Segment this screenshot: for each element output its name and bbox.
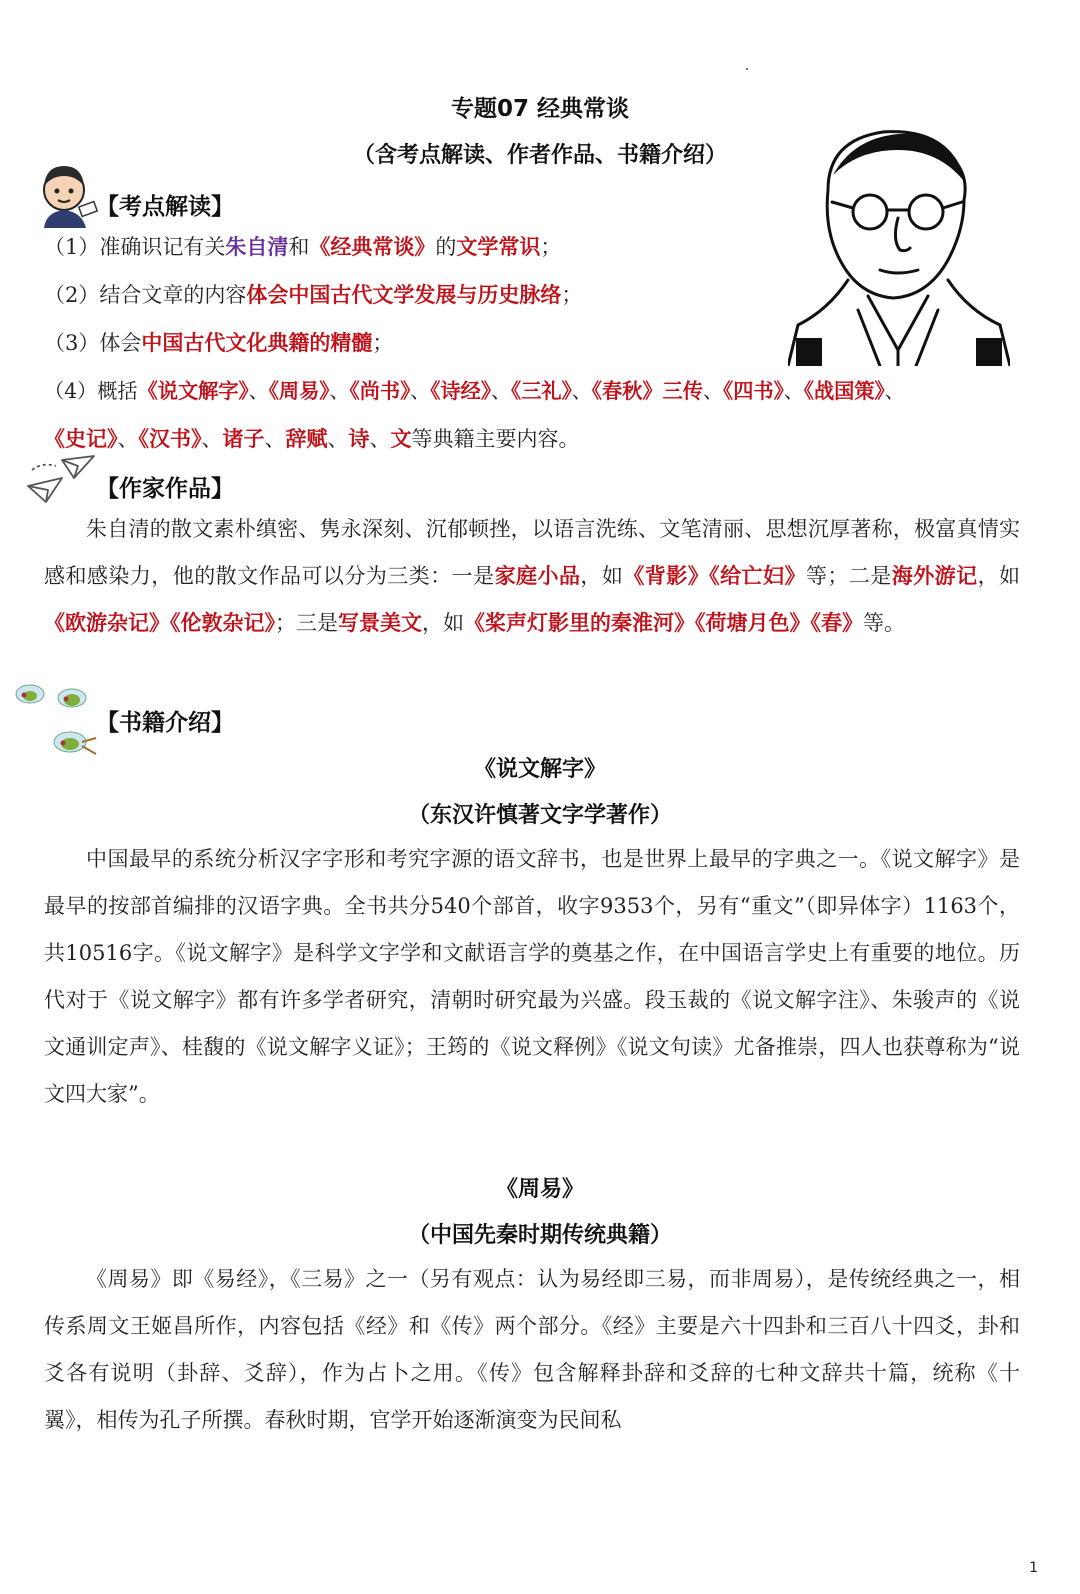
text-run: 、 <box>702 379 724 403</box>
highlight-red: 《周易》 <box>268 379 330 403</box>
kaodian-line-2 <box>44 280 582 310</box>
page-number: 1 <box>1029 1560 1038 1576</box>
kaodian-line-1 <box>44 232 561 262</box>
zuojia-paragraph <box>44 506 1020 647</box>
section-heading-kaodian: 【考点解读】 <box>96 194 234 220</box>
text-run: 、 <box>783 379 804 403</box>
text-run: 和 <box>288 235 310 259</box>
text-run: 、 <box>884 379 905 403</box>
highlight-red: 《汉书》 <box>138 427 202 451</box>
kaodian-line-5 <box>44 424 580 454</box>
text-run: （1）准确识记有关 <box>44 235 226 259</box>
text-run: 等典籍主要内容。 <box>411 427 580 451</box>
text-run: 、 <box>248 379 269 403</box>
highlight-red: 写景美文 <box>338 611 422 635</box>
text-run: 等。 <box>863 611 905 635</box>
text-run: 、 <box>264 427 286 451</box>
text-run: ；三是 <box>275 611 338 635</box>
author-portrait-sketch <box>788 120 1010 366</box>
text-run: 的 <box>435 235 457 259</box>
text-run: ； <box>372 331 394 355</box>
text-run: （4）概括 <box>44 379 138 403</box>
paper-plane-icon <box>22 452 98 512</box>
highlight-red: 《背影》《给亡妇》 <box>623 564 806 588</box>
highlight-red: 《说文解字》 <box>137 379 249 403</box>
text-run: 、 <box>327 427 349 451</box>
highlight-red: 《桨声灯影里的秦淮河》《荷塘月色》《春》 <box>464 611 863 635</box>
book-title-shuowen: 《说文解字》 <box>473 757 606 782</box>
highlight-purple: 朱自清 <box>225 235 289 259</box>
section-heading-shuji: 【书籍介绍】 <box>96 710 234 736</box>
highlight-red: 《尚书》 <box>349 379 411 403</box>
book-text-shuowen: 中国最早的系统分析汉字字形和考究字源的语文辞书，也是世界上最早的字典之一。《说文解字》是最早的按部首编排的汉语字典。全书共分540个部首，收字9353个，另有“重文”（即异体字）1163个，共10516字。《说文解字》是科学文字学和文献语言学的奠基之作，在中国语言学史上有重要的地位。历代对于《说文解字》都有许多学者研究，清朝时研究最为兴盛。段玉裁的《说文解字注》、朱骏声的《说文通训定声》、桂馥的《说文解字义证》；王筠的《说文释例》《说文句读》尤备推崇，四人也获尊称为“说文四大家”。 <box>44 847 1020 1106</box>
highlight-red: 文学常识 <box>456 235 541 259</box>
text-run: ，如 <box>580 564 624 588</box>
text-run: （2）结合文章的内容 <box>44 283 247 307</box>
text-run: （3）体会 <box>44 331 142 355</box>
text-run: 、 <box>490 379 512 403</box>
text-run: ，如 <box>422 611 464 635</box>
stray-dot <box>746 68 748 70</box>
flies-decoration-icon <box>8 672 100 764</box>
highlight-red: 《经典常谈》 <box>309 235 436 259</box>
text-run: 朱自清的散文素朴缜密、隽永深刻、沉郁顿挫，以语言洗练、文笔清丽、思想沉厚著称，极富真情实感和感染力，他的散文作品可以分为三类：一是 <box>44 517 1020 588</box>
book-text-zhouyi: 《周易》即《易经》，《三易》之一（另有观点：认为易经即三易，而非周易），是传统经典之一，相传系周文王姬昌所作，内容包括《经》和《传》两个部分。《经》主要是六十四卦和三百八十四爻，卦和爻各有说明（卦辞、爻辞），作为占卜之用。《传》包含解释卦辞和爻辞的七种文辞共十篇，统称《十翼》，相传为孔子所撰。春秋时期，官学开始逐渐演变为民间私 <box>44 1267 1020 1432</box>
text-run: 、 <box>201 427 223 451</box>
highlight-red: 《诗经》 <box>430 379 491 403</box>
section-heading-zuojia: 【作家作品】 <box>96 476 234 502</box>
text-run: 、 <box>410 379 431 403</box>
highlight-red: 《欧游杂记》《伦敦杂记》 <box>44 611 275 635</box>
page-title: 专题07 经典常谈 <box>450 96 629 122</box>
text-run: 、 <box>369 427 391 451</box>
highlight-red: 《春秋》三传 <box>591 379 703 403</box>
highlight-red: 中国古代文化典籍的精髓 <box>141 331 373 355</box>
text-run: ； <box>540 235 562 259</box>
highlight-red: 文 <box>390 427 412 451</box>
highlight-red: 体会中国古代文学发展与历史脉络 <box>246 283 562 307</box>
cartoon-avatar-icon <box>30 160 100 230</box>
highlight-red: 《三礼》 <box>511 379 572 403</box>
book-title-zhouyi: 《周易》 <box>495 1177 584 1202</box>
book-subtitle-shuowen: （东汉许慎著文字学著作） <box>407 803 672 828</box>
text-run: ，如 <box>977 564 1021 588</box>
book-subtitle-zhouyi: （中国先秦时期传统典籍） <box>407 1223 672 1248</box>
kaodian-line-3 <box>44 328 393 358</box>
page-subtitle: （含考点解读、作者作品、书籍介绍） <box>352 143 727 168</box>
highlight-red: 《四书》 <box>723 379 784 403</box>
highlight-red: 《战国策》 <box>803 379 885 403</box>
text-run: 、 <box>329 379 350 403</box>
text-run: ； <box>561 283 583 307</box>
highlight-red: 诸子 <box>222 427 265 451</box>
text-run: 等；二是 <box>805 564 892 588</box>
highlight-red: 海外游记 <box>891 564 978 588</box>
highlight-red: 《史记》 <box>44 427 118 451</box>
text-run: 、 <box>117 427 139 451</box>
highlight-red: 诗 <box>348 427 370 451</box>
highlight-red: 辞赋 <box>285 427 328 451</box>
highlight-red: 家庭小品 <box>494 564 581 588</box>
text-run: 、 <box>571 379 592 403</box>
kaodian-line-4 <box>44 376 905 406</box>
